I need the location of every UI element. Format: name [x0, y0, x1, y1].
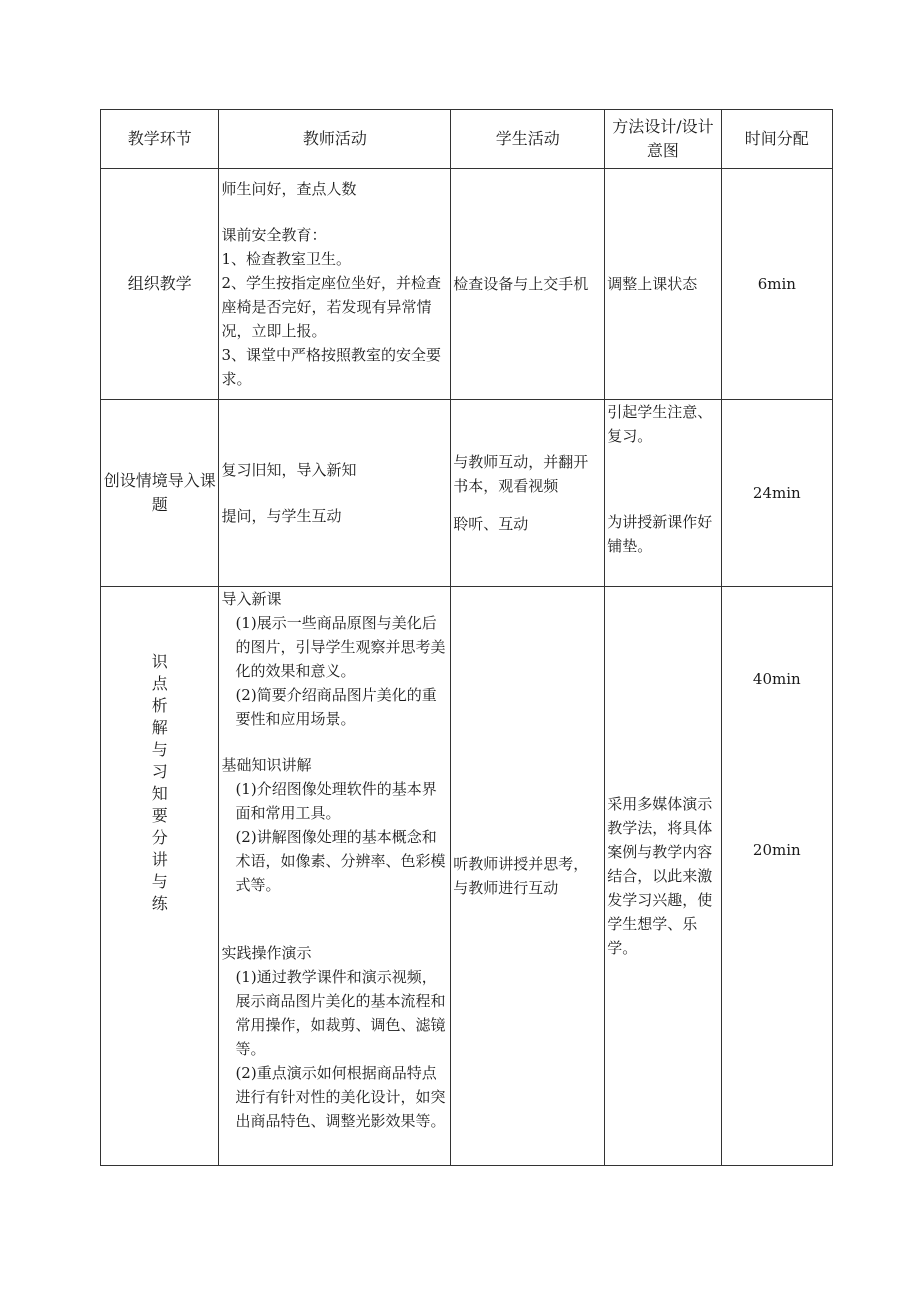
time-value: 40min [752, 670, 801, 688]
teacher-line: (1)介绍图像处理软件的基本界面和常用工具。 [235, 780, 437, 822]
teacher-line: (1)展示一些商品原图与美化后的图片，引导学生观察并思考美化的效果和意义。 [235, 614, 446, 680]
student-line: 聆听、互动 [453, 515, 529, 533]
time-value: 20min [752, 841, 801, 859]
time-cell: 24min [721, 400, 832, 587]
table-row [101, 400, 833, 587]
lesson-plan-table [100, 109, 833, 1166]
section-heading: 基础知识讲解 [221, 756, 312, 774]
student-activity-cell [451, 400, 605, 587]
teacher-line: 提问，与学生互动 [221, 507, 342, 525]
header-time-allocation: 时间分配 [721, 110, 832, 169]
time-cell [721, 587, 832, 1166]
header-row [101, 110, 833, 169]
time-cell: 6min [721, 169, 832, 400]
header-method-design: 方法设计/设计意图 [605, 110, 721, 169]
method-cell [605, 400, 721, 587]
teacher-line: 师生问好，查点人数 [221, 180, 357, 198]
header-stage: 教学环节 [101, 110, 219, 169]
teacher-line: (2)简要介绍商品图片美化的重要性和应用场景。 [235, 686, 437, 728]
teacher-line: 课前安全教育： [221, 226, 327, 244]
teacher-line: 复习旧知，导入新知 [221, 461, 357, 479]
section-heading: 实践操作演示 [221, 944, 312, 962]
student-activity-cell: 检查设备与上交手机 [451, 169, 605, 400]
teacher-line: (1)通过教学课件和演示视频，展示商品图片美化的基本流程和常用操作，如裁剪、调色、滤镜等。 [235, 968, 446, 1058]
student-line: 与教师互动，并翻开书本，观看视频 [453, 453, 589, 495]
header-student-activity: 学生活动 [451, 110, 605, 169]
teacher-line: 3、课堂中严格按照教室的安全要求。 [221, 346, 441, 388]
table-row [101, 169, 833, 400]
stage-vertical-text: 识点析解与习知要分讲与练 [151, 652, 168, 913]
student-activity-cell: 听教师讲授并思考，与教师进行互动 [451, 587, 605, 1166]
method-line: 为讲授新课作好铺垫。 [607, 513, 713, 555]
stage-cell [101, 587, 219, 1166]
method-cell: 采用多媒体演示教学法，将具体案例与教学内容结合，以此来激发学习兴趣，使学生想学、乐学。 [605, 587, 721, 1166]
teacher-line: (2)重点演示如何根据商品特点进行有针对性的美化设计，如突出商品特色、调整光影效果等。 [235, 1064, 446, 1130]
teacher-activity-cell [219, 587, 451, 1166]
teacher-activity-cell [219, 169, 451, 400]
table-row [101, 587, 833, 1166]
stage-cell: 组织教学 [101, 169, 219, 400]
header-teacher-activity: 教师活动 [219, 110, 451, 169]
teacher-activity-cell [219, 400, 451, 587]
method-line: 引起学生注意、复习。 [607, 403, 713, 445]
teacher-line: 2、学生按指定座位坐好，并检查座椅是否完好，若发现有异常情况，立即上报。 [221, 274, 441, 340]
stage-cell: 创设情境导入课题 [101, 400, 219, 587]
teacher-line: 1、检查教室卫生。 [221, 250, 351, 268]
section-heading: 导入新课 [221, 590, 282, 608]
teacher-line: (2)讲解图像处理的基本概念和术语，如像素、分辨率、色彩模式等。 [235, 828, 446, 894]
method-cell: 调整上课状态 [605, 169, 721, 400]
